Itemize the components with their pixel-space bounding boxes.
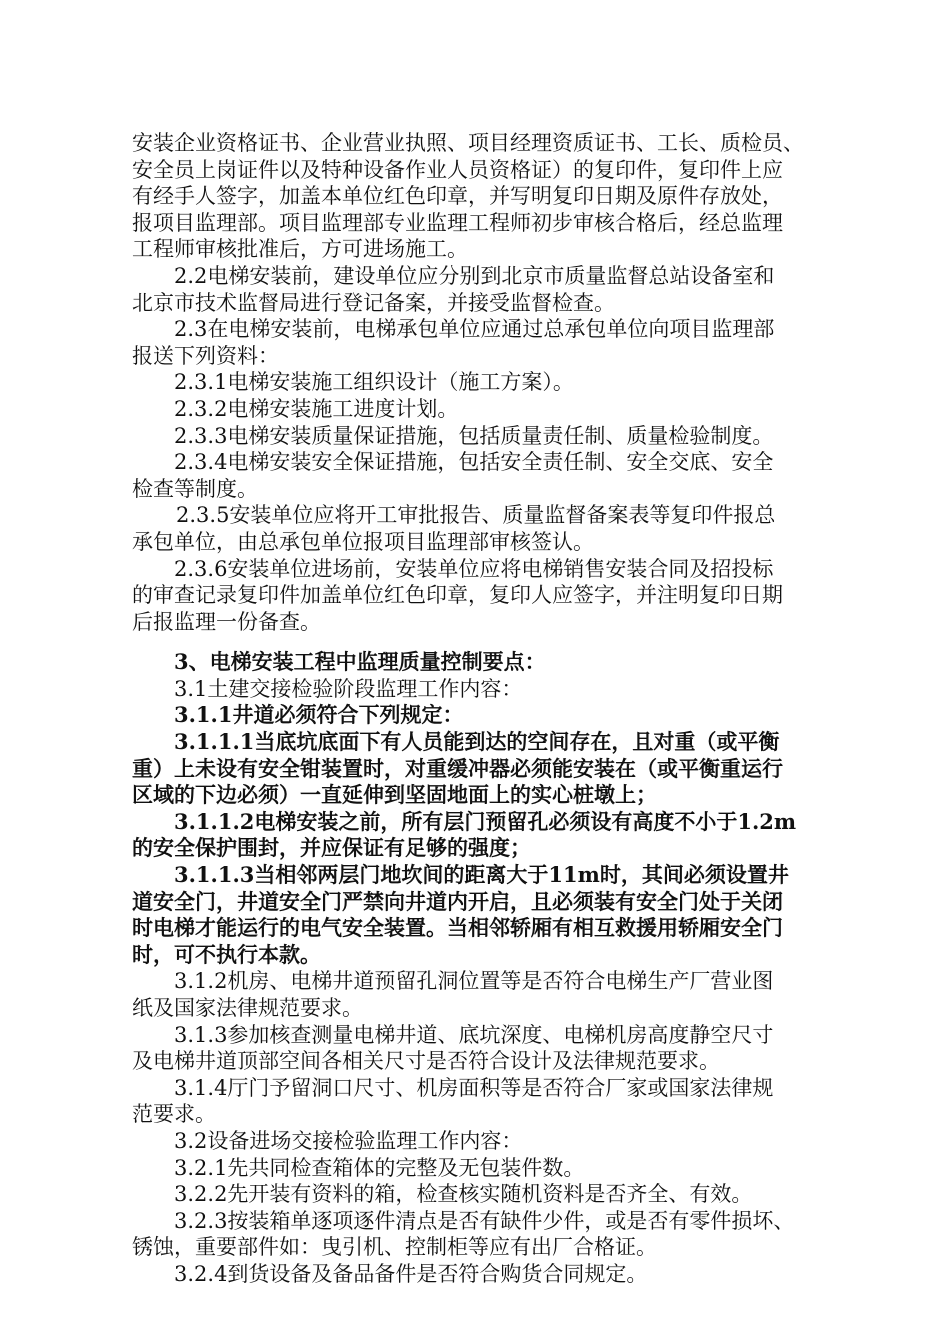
text-line: 2.3在电梯安装前，电梯承包单位应通过总承包单位向项目监理部: [174, 317, 775, 342]
text-line: 3.1.2机房、电梯井道预留孔洞位置等是否符合电梯生产厂营业图: [174, 969, 774, 994]
text-line: 2.3.4电梯安装安全保证措施，包括安全责任制、安全交底、安全: [174, 450, 774, 475]
text-line: 3.2设备进场交接检验监理工作内容：: [174, 1128, 523, 1153]
text-line: 范要求。: [132, 1102, 216, 1127]
text-line: 时电梯才能运行的电气安全装置。当相邻轿厢有相互救援用轿厢安全门: [132, 915, 783, 941]
text-line: 工程师审核批准后，方可进场施工。: [132, 237, 468, 262]
text-line: 承包单位，由总承包单位报项目监理部审核签认。: [132, 529, 594, 554]
text-line: 时，可不执行本款。: [132, 941, 321, 967]
text-line: 2.3.1电梯安装施工组织设计（施工方案）。: [174, 370, 574, 395]
text-line: 3.1.1.3当相邻两层门地坎间的距离大于11m时，其间必须设置井: [174, 862, 789, 888]
text-line: 3.1.1.2电梯安装之前，所有层门预留孔必须设有高度不小于1.2m: [174, 808, 797, 834]
document-body: [132, 130, 832, 1288]
text-line: 道安全门，井道安全门严禁向井道内开启，且必须装有安全门处于关闭: [132, 888, 783, 914]
text-line: 区域的下边必须）一直延伸到坚固地面上的实心桩墩上；: [132, 782, 657, 808]
text-line: 3.2.3按装箱单逐项逐件清点是否有缺件少件，或是否有零件损坏、: [174, 1208, 795, 1233]
text-line: 及电梯井道顶部空间各相关尺寸是否符合设计及法律规范要求。: [132, 1049, 720, 1074]
text-line: 3.2.4到货设备及备品备件是否符合购货合同规定。: [174, 1261, 648, 1286]
text-line: 2.3.5安装单位应将开工审批报告、质量监督备案表等复印件报总: [176, 503, 776, 528]
text-line: 纸及国家法律规范要求。: [132, 996, 363, 1020]
paragraph-gap: [132, 635, 832, 649]
text-line: 检查等制度。: [132, 476, 258, 501]
text-line: 2.3.2电梯安装施工进度计划。: [174, 396, 459, 421]
text-line: 安装企业资格证书、企业营业执照、项目经理资质证书、工长、质检员、: [132, 131, 804, 155]
text-line: 2.3.3电梯安装质量保证措施，包括质量责任制、质量检验制度。: [174, 423, 774, 448]
text-line: 有经手人签字，加盖本单位红色印章，并写明复印日期及原件存放处，: [132, 184, 783, 209]
text-line: 3.2.2先开装有资料的箱，检查核实随机资料是否齐全、有效。: [174, 1182, 753, 1207]
text-line: 安全员上岗证件以及特种设备作业人员资格证）的复印件，复印件上应: [132, 157, 783, 182]
text-line: 后报监理一份备查。: [132, 609, 321, 634]
text-line: 2.3.6安装单位进场前，安装单位应将电梯销售安装合同及招投标: [174, 556, 774, 581]
text-line: 2.2电梯安装前，建设单位应分别到北京市质量监督总站设备室和: [174, 263, 775, 288]
text-line: 3.1.3参加核查测量电梯井道、底坑深度、电梯机房高度静空尺寸: [174, 1022, 774, 1047]
text-line: 的安全保护围封，并应保证有足够的强度；: [132, 835, 531, 861]
text-line: 报送下列资料：: [132, 343, 279, 368]
text-line: 重）上未设有安全钳装置时，对重缓冲器必须能安装在（或平衡重运行: [132, 755, 783, 781]
text-line: 报项目监理部。项目监理部专业监理工程师初步审核合格后，经总监理: [132, 210, 783, 235]
text-line: 3.2.1先共同检查箱体的完整及无包装件数。: [174, 1155, 585, 1180]
text-line: 3.1土建交接检验阶段监理工作内容：: [174, 676, 523, 701]
text-line: 3.1.4厅门予留洞口尺寸、机房面积等是否符合厂家或国家法律规: [174, 1075, 774, 1100]
text-line: 北京市技术监督局进行登记备案，并接受监督检查。: [132, 290, 615, 315]
text-line: 3、电梯安装工程中监理质量控制要点：: [174, 649, 546, 675]
text-line: 3.1.1.1当底坑底面下有人员能到达的空间存在，且对重（或平衡: [174, 729, 780, 755]
text-line: 3.1.1井道必须符合下列规定：: [174, 702, 464, 728]
text-line: 的审查记录复印件加盖单位红色印章，复印人应签字，并注明复印日期: [132, 583, 783, 608]
text-line: 锈蚀，重要部件如：曳引机、控制柜等应有出厂合格证。: [132, 1235, 657, 1260]
